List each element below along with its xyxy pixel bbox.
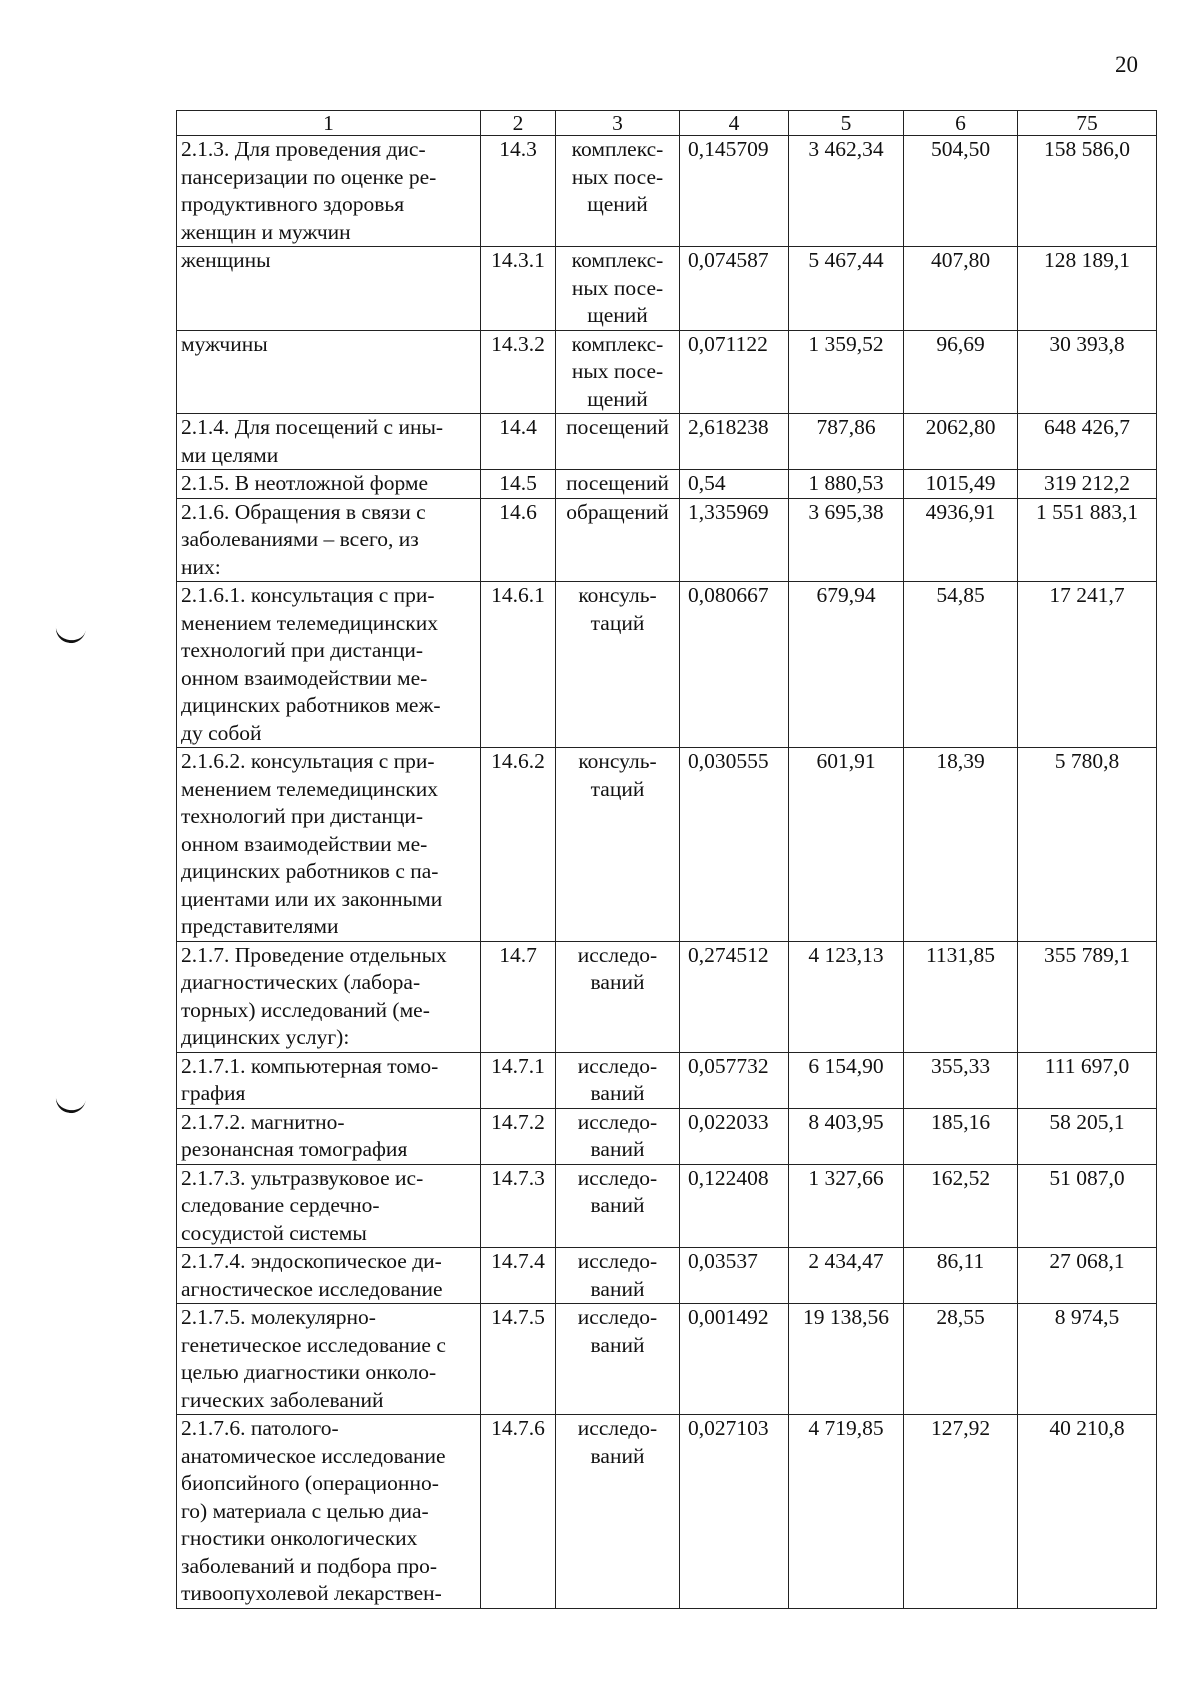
row-value-cell: 1 327,66 xyxy=(789,1164,904,1248)
table-header-row xyxy=(177,111,1157,136)
row-value-cell: 407,80 xyxy=(904,247,1018,331)
row-value-cell: 0,145709 xyxy=(680,136,789,247)
row-unit-cell: посещений xyxy=(556,414,680,470)
row-value-cell: 0,071122 xyxy=(680,330,789,414)
row-code-cell: 14.4 xyxy=(481,414,556,470)
row-value-cell: 2062,80 xyxy=(904,414,1018,470)
row-value-cell: 0,03537 xyxy=(680,1248,789,1304)
row-value-cell: 40 210,8 xyxy=(1018,1415,1157,1609)
row-value-cell: 8 403,95 xyxy=(789,1108,904,1164)
table-row xyxy=(177,1164,1157,1248)
row-name-cell: 2.1.7.6. патолого- анатомическое исследование биопсийного (операционно- го) материала с целью диа- гностики онкологических заболеваний и подбора про- тивоопухолевой лекарствен- xyxy=(177,1415,481,1609)
row-value-cell: 0,027103 xyxy=(680,1415,789,1609)
row-value-cell: 1 551 883,1 xyxy=(1018,498,1157,582)
row-value-cell: 27 068,1 xyxy=(1018,1248,1157,1304)
row-value-cell: 51 087,0 xyxy=(1018,1164,1157,1248)
row-value-cell: 504,50 xyxy=(904,136,1018,247)
row-value-cell: 0,001492 xyxy=(680,1304,789,1415)
row-value-cell: 0,122408 xyxy=(680,1164,789,1248)
row-unit-cell: комплекс- ных посе- щений xyxy=(556,330,680,414)
row-unit-cell: посещений xyxy=(556,470,680,499)
table-row xyxy=(177,1304,1157,1415)
row-unit-cell: комплекс- ных посе- щений xyxy=(556,247,680,331)
row-code-cell: 14.7 xyxy=(481,941,556,1052)
row-value-cell: 1 880,53 xyxy=(789,470,904,499)
row-value-cell: 4 719,85 xyxy=(789,1415,904,1609)
row-name-cell: 2.1.5. В неотложной форме xyxy=(177,470,481,499)
row-value-cell: 648 426,7 xyxy=(1018,414,1157,470)
row-name-cell: 2.1.7.1. компьютерная томо- графия xyxy=(177,1052,481,1108)
row-value-cell: 1131,85 xyxy=(904,941,1018,1052)
row-value-cell: 54,85 xyxy=(904,582,1018,748)
row-code-cell: 14.3.2 xyxy=(481,330,556,414)
row-value-cell: 5 467,44 xyxy=(789,247,904,331)
row-name-cell: 2.1.6.1. консультация с при- менением телемедицинских технологий при дистанци- онном взаимодействии ме- дицинских работников меж- ду собой xyxy=(177,582,481,748)
margin-pen-mark xyxy=(54,1094,86,1115)
row-unit-cell: исследо- ваний xyxy=(556,1415,680,1609)
row-name-cell: 2.1.6.2. консультация с при- менением телемедицинских технологий при дистанци- онном взаимодействии ме- дицинских работников с па- циентами или их законными представителями xyxy=(177,748,481,942)
row-value-cell: 355,33 xyxy=(904,1052,1018,1108)
column-header: 2 xyxy=(481,111,556,136)
row-value-cell: 1 359,52 xyxy=(789,330,904,414)
row-code-cell: 14.7.6 xyxy=(481,1415,556,1609)
row-code-cell: 14.3 xyxy=(481,136,556,247)
table-row xyxy=(177,1415,1157,1609)
table-row xyxy=(177,330,1157,414)
row-value-cell: 355 789,1 xyxy=(1018,941,1157,1052)
table-row xyxy=(177,414,1157,470)
table-row xyxy=(177,1248,1157,1304)
row-unit-cell: исследо- ваний xyxy=(556,941,680,1052)
row-value-cell: 6 154,90 xyxy=(789,1052,904,1108)
data-table xyxy=(176,110,1157,1609)
column-header: 75 xyxy=(1018,111,1157,136)
row-code-cell: 14.7.1 xyxy=(481,1052,556,1108)
row-value-cell: 18,39 xyxy=(904,748,1018,942)
row-value-cell: 8 974,5 xyxy=(1018,1304,1157,1415)
table-row xyxy=(177,247,1157,331)
table-row xyxy=(177,1108,1157,1164)
row-name-cell: 2.1.3. Для проведения дис- пансеризации по оценке ре- продуктивного здоровья женщин и мужчин xyxy=(177,136,481,247)
row-value-cell: 2,618238 xyxy=(680,414,789,470)
row-value-cell: 4936,91 xyxy=(904,498,1018,582)
row-name-cell: 2.1.4. Для посещений с ины- ми целями xyxy=(177,414,481,470)
row-value-cell: 162,52 xyxy=(904,1164,1018,1248)
row-name-cell: 2.1.7.5. молекулярно- генетическое исследование с целью диагностики онколо- гических заболеваний xyxy=(177,1304,481,1415)
row-value-cell: 185,16 xyxy=(904,1108,1018,1164)
column-header: 3 xyxy=(556,111,680,136)
row-value-cell: 601,91 xyxy=(789,748,904,942)
row-value-cell: 158 586,0 xyxy=(1018,136,1157,247)
table-row xyxy=(177,498,1157,582)
row-value-cell: 28,55 xyxy=(904,1304,1018,1415)
table-row xyxy=(177,941,1157,1052)
column-header: 1 xyxy=(177,111,481,136)
row-value-cell: 787,86 xyxy=(789,414,904,470)
row-unit-cell: консуль- таций xyxy=(556,748,680,942)
row-name-cell: женщины xyxy=(177,247,481,331)
row-value-cell: 1,335969 xyxy=(680,498,789,582)
page-number: 20 xyxy=(1115,52,1138,77)
row-unit-cell: исследо- ваний xyxy=(556,1248,680,1304)
row-name-cell: 2.1.7.2. магнитно- резонансная томография xyxy=(177,1108,481,1164)
row-unit-cell: исследо- ваний xyxy=(556,1108,680,1164)
row-unit-cell: исследо- ваний xyxy=(556,1052,680,1108)
row-code-cell: 14.5 xyxy=(481,470,556,499)
row-value-cell: 86,11 xyxy=(904,1248,1018,1304)
table-row xyxy=(177,1052,1157,1108)
column-header: 6 xyxy=(904,111,1018,136)
row-value-cell: 2 434,47 xyxy=(789,1248,904,1304)
row-value-cell: 17 241,7 xyxy=(1018,582,1157,748)
row-value-cell: 127,92 xyxy=(904,1415,1018,1609)
row-name-cell: 2.1.7.4. эндоскопическое ди- агностическое исследование xyxy=(177,1248,481,1304)
row-value-cell: 679,94 xyxy=(789,582,904,748)
row-value-cell: 0,080667 xyxy=(680,582,789,748)
row-code-cell: 14.6.1 xyxy=(481,582,556,748)
row-value-cell: 319 212,2 xyxy=(1018,470,1157,499)
row-value-cell: 19 138,56 xyxy=(789,1304,904,1415)
row-code-cell: 14.7.2 xyxy=(481,1108,556,1164)
row-value-cell: 0,030555 xyxy=(680,748,789,942)
row-name-cell: мужчины xyxy=(177,330,481,414)
row-unit-cell: комплекс- ных посе- щений xyxy=(556,136,680,247)
row-value-cell: 111 697,0 xyxy=(1018,1052,1157,1108)
row-value-cell: 58 205,1 xyxy=(1018,1108,1157,1164)
row-unit-cell: обращений xyxy=(556,498,680,582)
row-code-cell: 14.7.5 xyxy=(481,1304,556,1415)
row-name-cell: 2.1.6. Обращения в связи с заболеваниями – всего, из них: xyxy=(177,498,481,582)
table-row xyxy=(177,582,1157,748)
row-value-cell: 96,69 xyxy=(904,330,1018,414)
row-unit-cell: исследо- ваний xyxy=(556,1304,680,1415)
row-unit-cell: консуль- таций xyxy=(556,582,680,748)
table-row xyxy=(177,136,1157,247)
row-value-cell: 3 695,38 xyxy=(789,498,904,582)
row-value-cell: 4 123,13 xyxy=(789,941,904,1052)
row-value-cell: 0,274512 xyxy=(680,941,789,1052)
row-code-cell: 14.6.2 xyxy=(481,748,556,942)
row-value-cell: 128 189,1 xyxy=(1018,247,1157,331)
row-value-cell: 0,022033 xyxy=(680,1108,789,1164)
row-name-cell: 2.1.7.3. ультразвуковое ис- следование сердечно- сосудистой системы xyxy=(177,1164,481,1248)
table-row xyxy=(177,748,1157,942)
row-code-cell: 14.7.3 xyxy=(481,1164,556,1248)
margin-pen-mark xyxy=(54,624,86,645)
row-unit-cell: исследо- ваний xyxy=(556,1164,680,1248)
row-value-cell: 0,074587 xyxy=(680,247,789,331)
column-header: 4 xyxy=(680,111,789,136)
row-code-cell: 14.6 xyxy=(481,498,556,582)
table-body xyxy=(177,136,1157,1609)
row-value-cell: 1015,49 xyxy=(904,470,1018,499)
row-value-cell: 3 462,34 xyxy=(789,136,904,247)
row-value-cell: 30 393,8 xyxy=(1018,330,1157,414)
row-value-cell: 0,057732 xyxy=(680,1052,789,1108)
row-code-cell: 14.7.4 xyxy=(481,1248,556,1304)
row-code-cell: 14.3.1 xyxy=(481,247,556,331)
table-row xyxy=(177,470,1157,499)
column-header: 5 xyxy=(789,111,904,136)
row-name-cell: 2.1.7. Проведение отдельных диагностических (лабора- торных) исследований (ме- дицинских услуг): xyxy=(177,941,481,1052)
row-value-cell: 0,54 xyxy=(680,470,789,499)
row-value-cell: 5 780,8 xyxy=(1018,748,1157,942)
